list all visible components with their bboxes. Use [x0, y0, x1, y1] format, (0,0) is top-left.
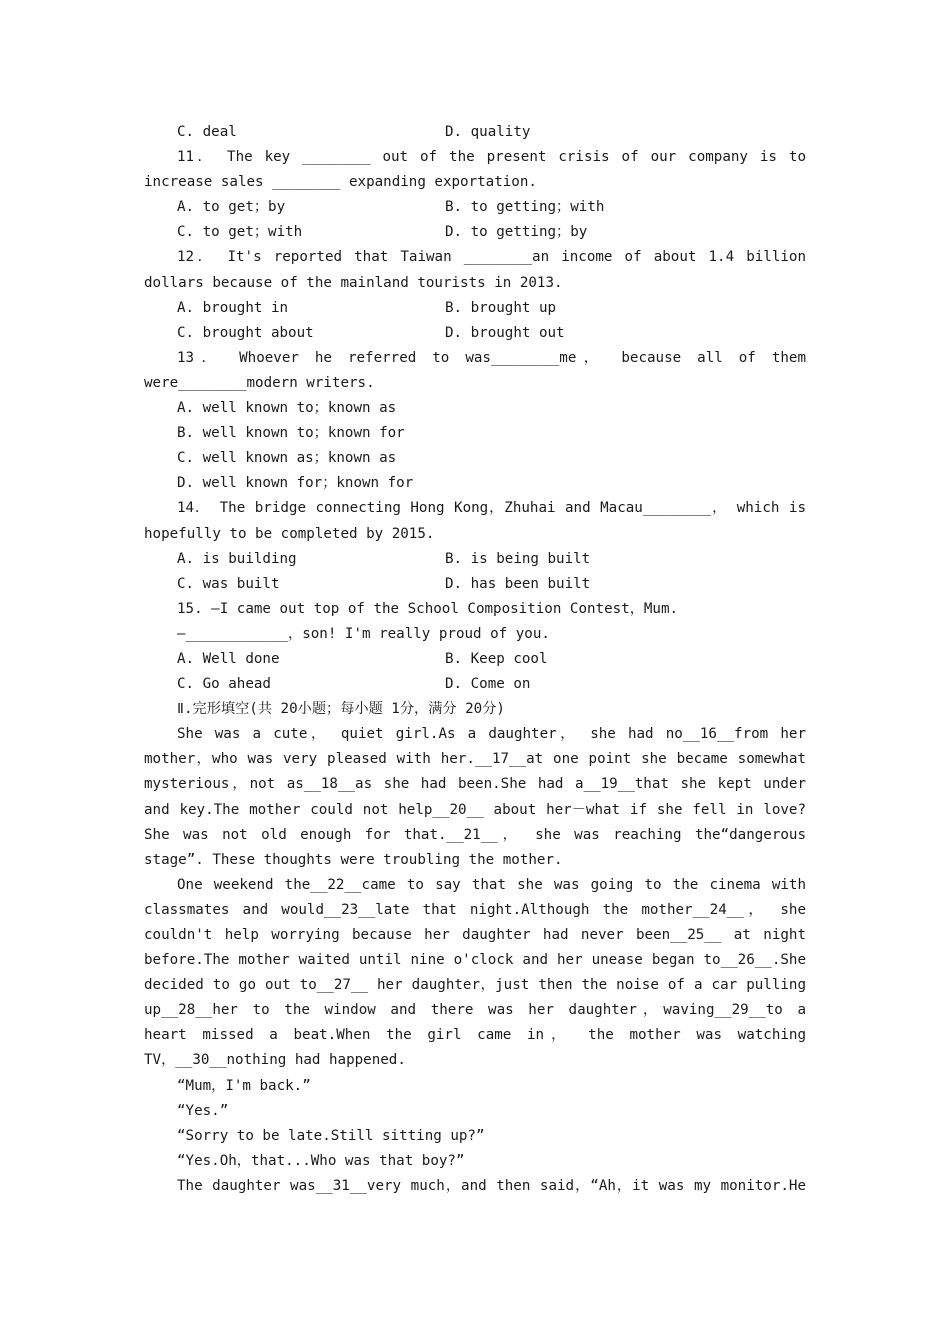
option-row: [144, 572, 806, 597]
text-line: She was not old enough for that.__21__， she was reaching the“dangerous: [144, 826, 806, 843]
option-row: [144, 220, 806, 245]
text-line: classmates and would__23__late that night.Although the mother__24__， she: [144, 901, 806, 918]
text-line: stage”. These thoughts were troubling the mother.: [144, 851, 563, 868]
text-line: B. well known to；known for: [177, 425, 405, 442]
text-line: Ⅱ.完形填空(共 20小题；每小题 1分，满分 20分): [177, 701, 505, 718]
paragraph-first-line: 13． Whoever he referred to was________me， because all of them: [177, 349, 806, 366]
text-line: C. well known as；known as: [177, 450, 397, 467]
option-row: [144, 120, 806, 145]
text-line: “Mum，I'm back.”: [177, 1077, 311, 1094]
paragraph-first-line: One weekend the__22__came to say that she was going to the cinema with: [177, 876, 806, 893]
text-line: were________modern writers.: [144, 374, 375, 391]
paragraph-first-line: She was a cute， quiet girl.As a daughter， she had no__16__from her: [177, 726, 806, 743]
option-right: D. to getting；by: [445, 224, 588, 241]
text-line: dollars because of the mainland tourists in 2013.: [144, 274, 563, 291]
text-line: increase sales ________ expanding exportation.: [144, 174, 537, 191]
option-left: C. Go ahead: [177, 676, 271, 693]
text-line: hopefully to be completed by 2015.: [144, 525, 435, 542]
option-right: B. brought up: [445, 299, 557, 316]
text-line: A. well known to；known as: [177, 400, 397, 417]
option-right: B. to getting；with: [445, 199, 605, 216]
text-line: “Sorry to be late.Still sitting up?”: [177, 1127, 485, 1144]
option-right: B. Keep cool: [445, 650, 548, 667]
option-left: A. to get；by: [177, 199, 286, 216]
text-line: mysterious，not as__18__as she had been.She had a__19__that she kept under: [144, 776, 806, 793]
option-left: C. to get；with: [177, 224, 303, 241]
option-row: [144, 547, 806, 572]
option-left: C. brought about: [177, 324, 314, 341]
option-right: B. is being built: [445, 550, 591, 567]
text-line: decided to go out to__27__ her daughter，just then the noise of a car pulling: [144, 977, 806, 994]
option-row: [144, 672, 806, 697]
option-row: [144, 321, 806, 346]
text-line: —____________，son! I'm really proud of you.: [177, 625, 550, 642]
text-line: “Yes.Oh，that...Who was that boy?”: [177, 1152, 465, 1169]
option-left: A. brought in: [177, 299, 289, 316]
paragraph-first-line: 14． The bridge connecting Hong Kong，Zhuhai and Macau________， which is: [177, 500, 806, 517]
option-row: [144, 647, 806, 672]
option-row: [144, 195, 806, 220]
text-line: mother，who was very pleased with her.__17__at one point she became somewhat: [144, 751, 806, 768]
text-line: “Yes.”: [177, 1102, 229, 1119]
text-line: TV，__30__nothing had happened.: [144, 1052, 406, 1069]
option-left: A. is building: [177, 550, 297, 567]
paragraph-first-line: 11． The key ________ out of the present crisis of our company is to: [177, 149, 806, 166]
text-line: 15. —I came out top of the School Composition Contest，Mum.: [177, 600, 679, 617]
option-row: [144, 296, 806, 321]
text-line: before.The mother waited until nine o'clock and her unease began to__26__.She: [144, 952, 806, 969]
paragraph-first-line: The daughter was__31__very much，and then said，“Ah，it was my monitor.He: [177, 1177, 806, 1194]
option-right: D. brought out: [445, 324, 565, 341]
option-left: C. was built: [177, 575, 280, 592]
option-right: D. quality: [445, 124, 531, 140]
text-line: couldn't help worrying because her daughter had never been__25__ at night: [144, 927, 806, 943]
text-line: heart missed a beat.When the girl came in， the mother was watching: [144, 1027, 806, 1044]
text-line: D. well known for；known for: [177, 475, 414, 492]
option-left: C. deal: [177, 124, 237, 140]
exam-page: [144, 120, 806, 1199]
text-line: and key.The mother could not help__20__ about her－what if she fell in love?: [144, 801, 806, 818]
text-line: up__28__her to the window and there was her daughter，waving__29__to a: [144, 1002, 806, 1019]
option-left: A. Well done: [177, 650, 280, 667]
option-right: D. Come on: [445, 676, 531, 693]
paragraph-first-line: 12． It's reported that Taiwan ________an income of about 1.4 billion: [177, 249, 806, 266]
option-right: D. has been built: [445, 575, 591, 592]
